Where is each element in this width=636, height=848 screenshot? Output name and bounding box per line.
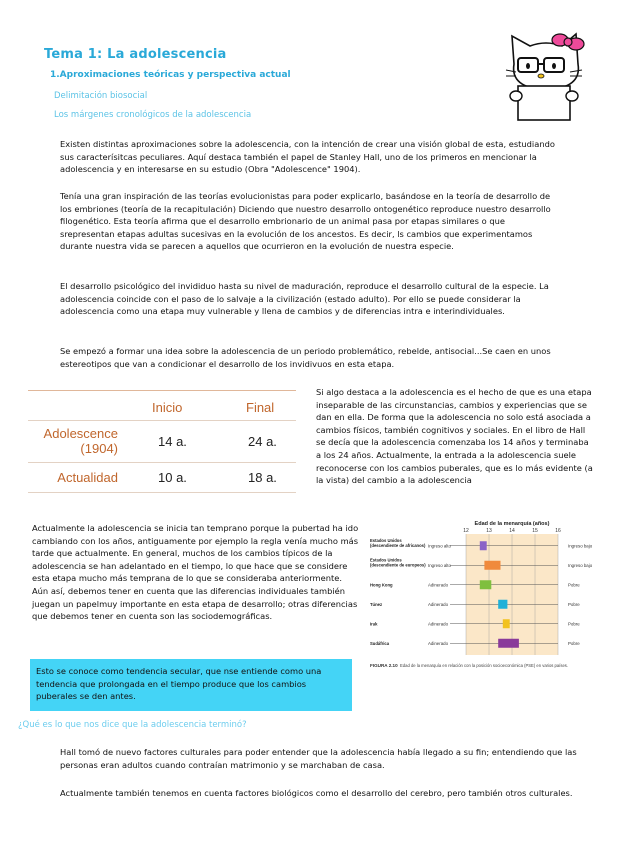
chart-title: Edad de la menarquía (años) [474,521,550,527]
x-tick-label: 15 [532,528,538,534]
row-right-label: Pobre [568,640,580,646]
table-divider [28,420,296,421]
x-tick-label: 14 [509,528,515,534]
row-country-label: Túnez [370,601,383,607]
row-right-label: Pobre [568,601,580,607]
row-left-label: Adinerado [428,601,449,607]
table-cell-start-actualidad: 10 a. [158,470,187,485]
row-left-label: Adinerado [428,621,449,627]
page-title: Tema 1: La adolescencia [44,47,227,62]
x-tick-label: 13 [486,528,492,534]
range-bar [503,619,510,628]
table-row-label-actualidad: Actualidad [57,470,118,485]
row-country-label: Hong Kong [370,582,393,588]
row-right-label: Ingreso bajo [568,543,593,549]
stereotypes-paragraph: Se empezó a formar una idea sobre la adolescencia de un periodo problemático, rebelde, antisocial...Se caen en unos estereotipos que van a condicionar el desarrollo de los invidivuos en esta etapa. [60,346,551,369]
secular-trend-paragraph: Actualmente la adolescencia se inicia tan temprano porque la pubertad ha ido cambiando con los años, antiguamente por ejemplo la regla venía mucho más tarde que actualmente. En general, muchos de los cambios típicos de la adolescencia se han adelantado en el tiempo, lo que hace que se considere esta etapa mucho más temprana de lo que se consideraba anteriormente. Aún así, debemos tener en cuenta que las diferencias individuales también juegan un papelmuy importante en esta etapa de desarrollo; otras diferencias que debemos tener en cuenta son las sociodemográficas. [32,523,359,622]
table-top-border [28,390,296,391]
row-country-label: Irak [370,621,378,627]
table-divider [28,462,296,463]
biological-factors-paragraph: Actualmente también tenemos en cuenta factores biológicos como el desarrollo del cerebro, pero también otros culturales. [60,788,573,798]
recapitulation-paragraph: Tenía una gran inspiración de las teorías evolucionistas para poder explicarlo, basándose en la teoría de desarrollo de los embriones (teoría de la recapitulación) Diciendo que nuestro desarrollo ontogenético reproduce nuestro desarrollo filogenético. Esta teoría afirma que el desarrollo embrionario de un animal pasa por etapas similares o que srepresentan etapas adultas sucesivas en la evolución de los ancestos. Es decir, ls cambios que experimentamos durante nuestra vida se parecen a aquellos que ocurrieron en la evolución de nuestra especie. [60,191,551,252]
table-bottom-border [28,492,296,493]
subsection-link-biosocial[interactable]: Delimitación biosocial [54,91,148,101]
section-question: ¿Qué es lo que nos dice que la adolescencia terminó? [18,720,247,730]
cat-character-illustration [504,26,588,124]
menarche-age-chart [368,518,596,698]
range-bar [480,541,487,550]
row-right-label: Pobre [568,621,580,627]
subsection-link-margenes[interactable]: Los márgenes cronológicos de la adolescencia [54,110,252,120]
figure-caption: Edad de la menarquía en relación con la posición socioeconómica (PSE) en varios países. [400,663,569,668]
range-bar [480,580,492,589]
figure-caption-label: FIGURA 2.10 [370,663,398,668]
table-cell-end-1904: 24 a. [248,434,277,449]
range-bar [498,600,507,609]
row-left-label: Adinerado [428,582,449,588]
table-header-end: Final [246,400,275,415]
row-country-sublabel: (descendiente de europeos) [370,562,426,568]
end-adolescence-paragraph: Hall tomó de nuevo factores culturales para poder entender que la adolescencia había llegado a su fin; entendiendo que las personas eran adultos cuando contraían matrimonio y se marchaban de casa. [60,747,577,770]
x-tick-label: 12 [463,528,469,534]
x-tick-label: 16 [555,528,561,534]
section-subtitle: 1.Aproximaciones teóricas y perspectiva actual [50,70,291,80]
row-country-sublabel: (descendiente de africanos) [370,542,426,548]
table-cell-start-1904: 14 a. [158,434,187,449]
row-right-label: Pobre [568,582,580,588]
side-paragraph: Si algo destaca a la adolescencia es el hecho de que es una etapa inseparable de las circunstancias, cambios y experiencias que se dan en ella. De forma que la adolescencia no solo está asociada a cambios físicos, también cognitivos y sociales. En el libro de Hall se decía que la adolescencia comenzaba los 14 años y terminaba a los 24 años. Actualmente, la entrada a la adolescencia suele reconocerse con los cambios puberales, que es lo más evidente (a la vista) del cambio a la adolescencia [316,387,593,486]
table-header-start: Inicio [152,400,183,415]
row-left-label: Adinerado [428,640,449,646]
row-left-label: Ingreso alto [428,562,451,568]
row-right-label: Ingreso bajo [568,562,593,568]
row-left-label: Ingreso alto [428,543,451,549]
table-row-label-1904: Adolescence (1904) [43,426,118,456]
row-country-label: Sudáfrica [370,640,390,646]
table-cell-end-actualidad: 18 a. [248,470,277,485]
range-bar [498,639,519,648]
range-bar [484,561,500,570]
row-country-label: Estados Unidos [370,537,402,543]
secular-trend-callout: Esto se conoce como tendencia secular, que nse entiende como una tendencia que prolongada en el tiempo produce que los cambios puberales se den antes. [30,659,352,711]
intro-paragraph: Existen distintas aproximaciones sobre la adolescencia, con la intención de crear una visión global de esta, estudiando sus caracterísitcas peculiares. Aquí destaca también el papel de Stanley Hall, uno de los primeros en mencionar la adolescencia y en interesarse en su estudio (Obra "Adolescence" 1904). [60,139,555,175]
development-paragraph: El desarrollo psicológico del invididuo hasta su nivel de maduración, reproduce el desarrollo cultural de la especie. La adolescencia coincide con el paso de lo salvaje a la civilización (estado adulto). Por ello se puede considerar la adolescencia como una etapa muy vulnerable y llena de cambios y de diferencias intra e interindividuales. [60,281,549,317]
row-country-label: Estados Unidos [370,557,402,563]
